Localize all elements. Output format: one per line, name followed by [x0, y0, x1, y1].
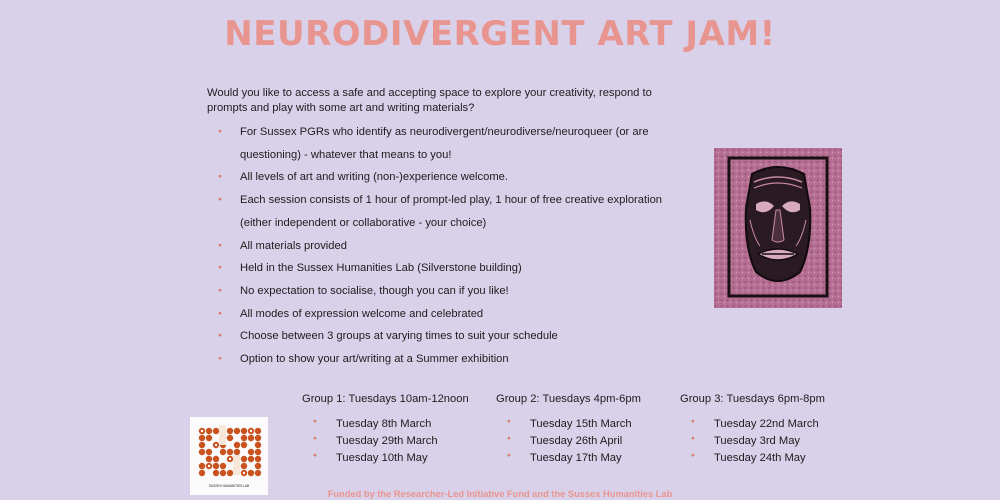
list-item: ● All modes of expression welcome and celebrated [207, 303, 682, 326]
list-item: ● For Sussex PGRs who identify as neurodivergent/neurodiverse/neuroqueer (or are questioning) - whatever that means to you! [207, 121, 682, 166]
date-item: ● Tuesday 8th March [302, 416, 469, 433]
list-item: ● All levels of art and writing (non-)experience welcome. [207, 166, 682, 189]
group-1-schedule [302, 392, 469, 467]
date-item: ● Tuesday 3rd May [680, 433, 825, 450]
list-item: ● Option to show your art/writing at a Summer exhibition [207, 348, 682, 371]
group-title: Group 3: Tuesdays 6pm-8pm [680, 393, 825, 405]
mask-artwork-image [714, 148, 842, 308]
list-item: ● All materials provided [207, 235, 682, 258]
date-item: ● Tuesday 26th April [496, 433, 641, 450]
group-title: Group 2: Tuesdays 4pm-6pm [496, 393, 641, 405]
date-item: ● Tuesday 22nd March [680, 416, 825, 433]
date-item: ● Tuesday 29th March [302, 433, 469, 450]
sussex-humanities-lab-logo [190, 417, 268, 495]
date-item: ● Tuesday 15th March [496, 416, 641, 433]
intro-text: Would you like to access a safe and accepting space to explore your creativity, respond to prompts and play with some art and writing materials? [207, 87, 652, 114]
mask-print-illustration [714, 148, 842, 308]
group-title: Group 1: Tuesdays 10am-12noon [302, 393, 469, 405]
logo-caption: SUSSEX HUMANITIES LAB [208, 484, 250, 488]
list-item: ● Choose between 3 groups at varying times to suit your schedule [207, 325, 682, 348]
date-item: ● Tuesday 17th May [496, 450, 641, 467]
logo-pattern-graphic [190, 417, 268, 495]
page-title: NEURODIVERGENT ART JAM! [224, 14, 776, 54]
group-3-schedule [680, 392, 825, 467]
date-item: ● Tuesday 24th May [680, 450, 825, 467]
feature-list [207, 121, 682, 371]
list-item: ● No expectation to socialise, though you can if you like! [207, 280, 682, 303]
list-item: ● Each session consists of 1 hour of prompt-led play, 1 hour of free creative exploration (either independent or collaborative - your choice) [207, 189, 682, 234]
funding-footer: Funded by the Researcher-Led Initiative Fund and the Sussex Humanities Lab [327, 489, 673, 499]
list-item: ● Held in the Sussex Humanities Lab (Silverstone building) [207, 257, 682, 280]
date-item: ● Tuesday 10th May [302, 450, 469, 467]
group-2-schedule [496, 392, 641, 467]
